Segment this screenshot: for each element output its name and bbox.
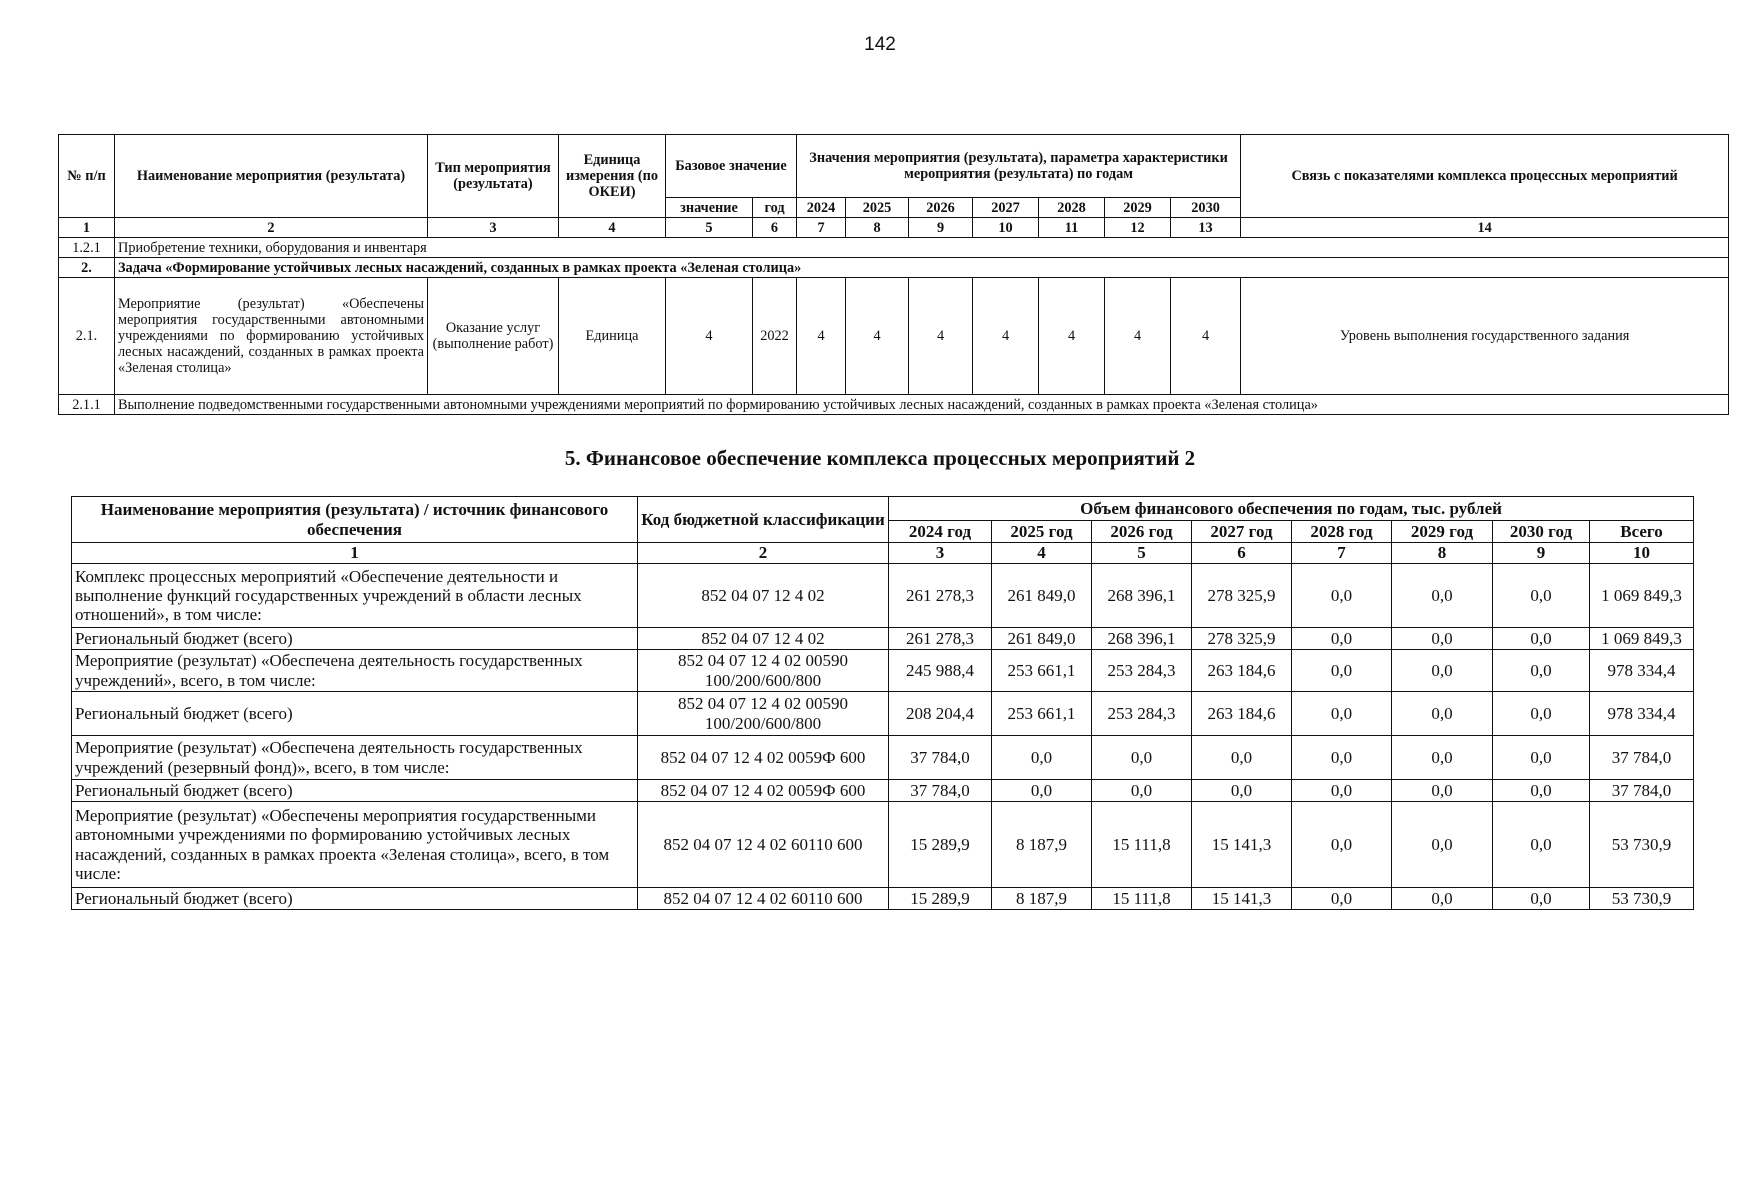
section-title: 5. Финансовое обеспечение комплекса процессных мероприятий 2	[564, 446, 1196, 470]
column-number: 4	[559, 218, 666, 238]
column-number: 12	[1105, 218, 1171, 238]
budget-code: 852 04 07 12 4 02 00590 100/200/600/800	[638, 692, 889, 736]
header-volume: Объем финансового обеспечения по годам, тыс. рублей	[889, 497, 1694, 521]
row-text: Приобретение техники, оборудования и инвентаря	[115, 238, 1729, 258]
total-value: 53 730,9	[1590, 802, 1694, 888]
row-number: 2.1.1	[59, 395, 115, 415]
year-amount: 253 284,3	[1092, 650, 1192, 692]
header-name: Наименование мероприятия (результата) / источник финансового обеспечения	[72, 497, 638, 543]
year-value: 4	[1171, 278, 1241, 395]
year-amount: 0,0	[1192, 780, 1292, 802]
year-amount: 0,0	[1292, 802, 1392, 888]
year-value: 4	[846, 278, 909, 395]
year-amount: 0,0	[1092, 780, 1192, 802]
table-row	[72, 888, 1694, 910]
table-row	[59, 258, 1729, 278]
row-number: 2.1.	[59, 278, 115, 395]
year-amount: 8 187,9	[992, 802, 1092, 888]
budget-code: 852 04 07 12 4 02 60110 600	[638, 802, 889, 888]
column-number-row	[59, 218, 1729, 238]
header-year: 2026 год	[1092, 521, 1192, 543]
table-row	[72, 780, 1694, 802]
year-amount: 261 849,0	[992, 628, 1092, 650]
year-value: 4	[909, 278, 973, 395]
total-value: 978 334,4	[1590, 650, 1694, 692]
year-amount: 263 184,6	[1192, 692, 1292, 736]
year-amount: 0,0	[1292, 692, 1392, 736]
budget-code: 852 04 07 12 4 02	[638, 564, 889, 628]
year-amount: 0,0	[1092, 736, 1192, 780]
source-name: Региональный бюджет (всего)	[72, 888, 638, 910]
column-number: 3	[889, 543, 992, 564]
header-type: Тип мероприятия (результата)	[428, 135, 559, 218]
year-amount: 0,0	[992, 736, 1092, 780]
table-row	[72, 628, 1694, 650]
year-amount: 245 988,4	[889, 650, 992, 692]
column-number: 8	[846, 218, 909, 238]
column-number: 5	[666, 218, 753, 238]
year-amount: 263 184,6	[1192, 650, 1292, 692]
header-unit: Единица измерения (по ОКЕИ)	[559, 135, 666, 218]
total-value: 37 784,0	[1590, 736, 1694, 780]
column-number: 9	[909, 218, 973, 238]
header-base-year: год	[753, 198, 797, 218]
year-amount: 15 289,9	[889, 802, 992, 888]
total-value: 53 730,9	[1590, 888, 1694, 910]
year-amount: 261 849,0	[992, 564, 1092, 628]
header-year: 2024 год	[889, 521, 992, 543]
table-row	[72, 736, 1694, 780]
header-year: 2025	[846, 198, 909, 218]
table-row	[59, 395, 1729, 415]
base-year: 2022	[753, 278, 797, 395]
row-number: 2.	[59, 258, 115, 278]
column-number: 10	[1590, 543, 1694, 564]
header-total: Всего	[1590, 521, 1694, 543]
header-year: 2027	[973, 198, 1039, 218]
year-value: 4	[1105, 278, 1171, 395]
header-code: Код бюджетной классификации	[638, 497, 889, 543]
source-name: Мероприятие (результат) «Обеспечены мероприятия государственными автономными учреждениями по формированию устойчивых лесных насаждений, созданных в рамках проекта «Зеленая столица», всего, в том числе:	[72, 802, 638, 888]
year-amount: 0,0	[1292, 736, 1392, 780]
source-name: Комплекс процессных мероприятий «Обеспечение деятельности и выполнение функций государственных учреждений в области лесных отношений», в том числе:	[72, 564, 638, 628]
column-number: 1	[72, 543, 638, 564]
base-value: 4	[666, 278, 753, 395]
year-amount: 0,0	[1392, 780, 1493, 802]
year-amount: 15 141,3	[1192, 802, 1292, 888]
header-base-value: значение	[666, 198, 753, 218]
total-value: 1 069 849,3	[1590, 564, 1694, 628]
year-amount: 0,0	[1292, 780, 1392, 802]
year-amount: 0,0	[992, 780, 1092, 802]
column-number-row	[72, 543, 1694, 564]
column-number: 5	[1092, 543, 1192, 564]
year-amount: 0,0	[1292, 628, 1392, 650]
row-number: 1.2.1	[59, 238, 115, 258]
header-values-group: Значения мероприятия (результата), параметра характеристики мероприятия (результата) по годам	[797, 135, 1241, 198]
year-value: 4	[1039, 278, 1105, 395]
column-number: 1	[59, 218, 115, 238]
column-number: 9	[1493, 543, 1590, 564]
year-amount: 0,0	[1493, 650, 1590, 692]
year-amount: 15 141,3	[1192, 888, 1292, 910]
budget-code: 852 04 07 12 4 02	[638, 628, 889, 650]
year-amount: 15 111,8	[1092, 802, 1192, 888]
activity-type: Оказание услуг (выполнение работ)	[428, 278, 559, 395]
header-num: № п/п	[59, 135, 115, 218]
task-title: Задача «Формирование устойчивых лесных насаждений, созданных в рамках проекта «Зеленая столица»	[115, 258, 1729, 278]
indicator-link: Уровень выполнения государственного задания	[1241, 278, 1729, 395]
year-amount: 0,0	[1493, 564, 1590, 628]
total-value: 37 784,0	[1590, 780, 1694, 802]
source-name: Региональный бюджет (всего)	[72, 628, 638, 650]
total-value: 978 334,4	[1590, 692, 1694, 736]
column-number: 8	[1392, 543, 1493, 564]
table-row	[72, 650, 1694, 692]
column-number: 7	[797, 218, 846, 238]
column-number: 14	[1241, 218, 1729, 238]
year-amount: 253 284,3	[1092, 692, 1192, 736]
column-number: 13	[1171, 218, 1241, 238]
column-number: 2	[638, 543, 889, 564]
column-number: 2	[115, 218, 428, 238]
activity-name: Мероприятие (результат) «Обеспечены мероприятия государственными автономными учреждениями по формированию устойчивых лесных насаждений, созданных в рамках проекта «Зеленая столица»	[115, 278, 428, 395]
column-number: 4	[992, 543, 1092, 564]
table-row	[72, 692, 1694, 736]
table-row	[59, 278, 1729, 395]
header-base: Базовое значение	[666, 135, 797, 198]
page-number: 142	[864, 34, 896, 55]
year-amount: 0,0	[1392, 650, 1493, 692]
year-amount: 0,0	[1292, 650, 1392, 692]
budget-code: 852 04 07 12 4 02 0059Ф 600	[638, 736, 889, 780]
year-amount: 261 278,3	[889, 564, 992, 628]
year-amount: 278 325,9	[1192, 628, 1292, 650]
year-amount: 0,0	[1292, 888, 1392, 910]
budget-code: 852 04 07 12 4 02 60110 600	[638, 888, 889, 910]
year-amount: 208 204,4	[889, 692, 992, 736]
source-name: Мероприятие (результат) «Обеспечена деятельность государственных учреждений (резервный фонд)», всего, в том числе:	[72, 736, 638, 780]
header-year: 2025 год	[992, 521, 1092, 543]
header-year: 2028 год	[1292, 521, 1392, 543]
table-row	[72, 564, 1694, 628]
year-amount: 0,0	[1493, 736, 1590, 780]
year-amount: 0,0	[1192, 736, 1292, 780]
column-number: 6	[1192, 543, 1292, 564]
column-number: 3	[428, 218, 559, 238]
header-year: 2024	[797, 198, 846, 218]
budget-code: 852 04 07 12 4 02 0059Ф 600	[638, 780, 889, 802]
total-value: 1 069 849,3	[1590, 628, 1694, 650]
year-amount: 0,0	[1493, 692, 1590, 736]
year-amount: 0,0	[1493, 780, 1590, 802]
row-text: Выполнение подведомственными государственными автономными учреждениями мероприятий по формированию устойчивых лесных насаждений, созданных в рамках проекта «Зеленая столица»	[115, 395, 1729, 415]
column-number: 10	[973, 218, 1039, 238]
header-link: Связь с показателями комплекса процессных мероприятий	[1241, 135, 1729, 218]
year-amount: 15 111,8	[1092, 888, 1192, 910]
header-year: 2030	[1171, 198, 1241, 218]
year-amount: 0,0	[1292, 564, 1392, 628]
column-number: 6	[753, 218, 797, 238]
year-amount: 37 784,0	[889, 736, 992, 780]
year-amount: 0,0	[1392, 564, 1493, 628]
year-value: 4	[797, 278, 846, 395]
year-amount: 0,0	[1392, 628, 1493, 650]
activity-unit: Единица	[559, 278, 666, 395]
header-year: 2029	[1105, 198, 1171, 218]
year-amount: 0,0	[1392, 736, 1493, 780]
year-value: 4	[973, 278, 1039, 395]
source-name: Региональный бюджет (всего)	[72, 780, 638, 802]
budget-code: 852 04 07 12 4 02 00590 100/200/600/800	[638, 650, 889, 692]
header-name: Наименование мероприятия (результата)	[115, 135, 428, 218]
source-name: Мероприятие (результат) «Обеспечена деятельность государственных учреждений», всего, в том числе:	[72, 650, 638, 692]
header-year: 2026	[909, 198, 973, 218]
year-amount: 0,0	[1493, 888, 1590, 910]
header-year: 2029 год	[1392, 521, 1493, 543]
year-amount: 0,0	[1392, 692, 1493, 736]
source-name: Региональный бюджет (всего)	[72, 692, 638, 736]
header-year: 2027 год	[1192, 521, 1292, 543]
column-number: 11	[1039, 218, 1105, 238]
year-amount: 268 396,1	[1092, 628, 1192, 650]
year-amount: 37 784,0	[889, 780, 992, 802]
year-amount: 0,0	[1493, 802, 1590, 888]
year-amount: 8 187,9	[992, 888, 1092, 910]
year-amount: 261 278,3	[889, 628, 992, 650]
activities-table	[58, 134, 1729, 415]
year-amount: 15 289,9	[889, 888, 992, 910]
year-amount: 278 325,9	[1192, 564, 1292, 628]
year-amount: 0,0	[1392, 888, 1493, 910]
header-year: 2030 год	[1493, 521, 1590, 543]
year-amount: 253 661,1	[992, 692, 1092, 736]
table-row	[72, 802, 1694, 888]
year-amount: 253 661,1	[992, 650, 1092, 692]
year-amount: 0,0	[1493, 628, 1590, 650]
year-amount: 0,0	[1392, 802, 1493, 888]
table-row	[59, 238, 1729, 258]
financing-table	[71, 496, 1694, 910]
year-amount: 268 396,1	[1092, 564, 1192, 628]
column-number: 7	[1292, 543, 1392, 564]
header-year: 2028	[1039, 198, 1105, 218]
